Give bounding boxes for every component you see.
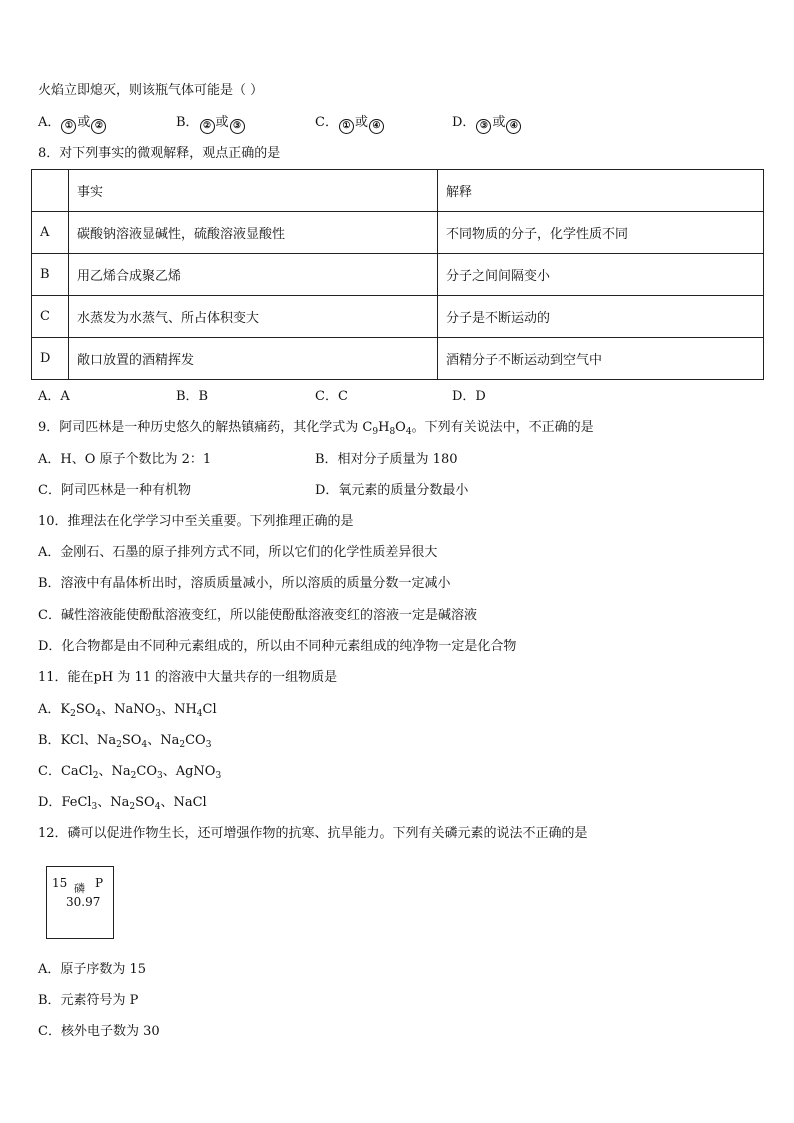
table-row bbox=[32, 254, 764, 296]
circled-2-icon: ② bbox=[91, 119, 106, 134]
table-row bbox=[32, 212, 764, 254]
q8-stem: 8．对下列事实的微观解释，观点正确的是 bbox=[38, 146, 281, 161]
q10-stem: 10．推理法在化学学习中至关重要。下列推理正确的是 bbox=[38, 514, 354, 529]
q7-option-b: B． ② 或 ③ bbox=[176, 115, 246, 134]
table-cell: A bbox=[32, 212, 69, 254]
table-cell: 不同物质的分子，化学性质不同 bbox=[438, 212, 764, 254]
q7-option-d: D． ③ 或 ④ bbox=[452, 115, 522, 134]
table-cell: B bbox=[32, 254, 69, 296]
q12-option-c: C．核外电子数为 30 bbox=[38, 1024, 160, 1039]
table-cell: 酒精分子不断运动到空气中 bbox=[438, 338, 764, 380]
table-cell: 敞口放置的酒精挥发 bbox=[69, 338, 438, 380]
table-cell: 分子是不断运动的 bbox=[438, 296, 764, 338]
q8-option-a: A．A bbox=[38, 389, 70, 404]
table-header-row bbox=[32, 170, 764, 212]
circled-4-icon: ④ bbox=[369, 119, 384, 134]
table-cell: 水蒸发为水蒸气、所占体积变大 bbox=[69, 296, 438, 338]
q7-option-a: A． ① 或 ② bbox=[38, 115, 107, 134]
circled-2-icon: ② bbox=[200, 119, 215, 134]
q8-option-c: C．C bbox=[315, 389, 348, 404]
circled-1-icon: ① bbox=[61, 119, 76, 134]
q10-option-c: C．碱性溶液能使酚酞溶液变红，所以能使酚酞溶液变红的溶液一定是碱溶液 bbox=[38, 608, 477, 623]
q7-stem-tail: 火焰立即熄灭，则该瓶气体可能是（ ） bbox=[38, 83, 264, 98]
element-name: 磷 bbox=[74, 882, 85, 895]
q8-option-d: D．D bbox=[452, 389, 486, 404]
table-cell: D bbox=[32, 338, 69, 380]
periodic-element-card bbox=[46, 866, 114, 939]
table-cell: C bbox=[32, 296, 69, 338]
q9-option-b: B．相对分子质量为 180 bbox=[315, 452, 458, 467]
table-cell: 分子之间间隔变小 bbox=[438, 254, 764, 296]
q8-table bbox=[31, 169, 764, 380]
table-cell bbox=[32, 170, 69, 212]
circled-4-icon: ④ bbox=[506, 119, 521, 134]
q10-option-d: D．化合物都是由不同种元素组成的，所以由不同种元素组成的纯净物一定是化合物 bbox=[38, 639, 517, 654]
table-row bbox=[32, 338, 764, 380]
q12-option-a: A．原子序数为 15 bbox=[38, 962, 147, 977]
circled-3-icon: ③ bbox=[230, 119, 245, 134]
q9-option-a: A．H、O 原子个数比为 2：1 bbox=[38, 452, 212, 467]
q11-option-c: C．CaCl$_2$、$Na_2CO_3$、AgNO$_3$ bbox=[38, 764, 222, 781]
q12-option-b: B．元素符号为 P bbox=[38, 993, 139, 1008]
q9-option-c: C．阿司匹林是一种有机物 bbox=[38, 483, 191, 498]
q11-option-a: A．$K_2SO_4$、NaNO$_3$、$NH_4Cl$ bbox=[38, 702, 217, 719]
table-cell: 碳酸钠溶液显碱性，硫酸溶液显酸性 bbox=[69, 212, 438, 254]
table-cell: 事实 bbox=[69, 170, 438, 212]
q11-stem: 11．能在pH 为 11 的溶液中大量共存的一组物质是 bbox=[38, 670, 338, 685]
circled-1-icon: ① bbox=[339, 119, 354, 134]
q10-option-a: A．金刚石、石墨的原子排列方式不同，所以它们的化学性质差异很大 bbox=[38, 545, 438, 560]
atomic-mass: 30.97 bbox=[66, 895, 101, 909]
q10-option-b: B．溶液中有晶体析出时，溶质质量减小，所以溶质的质量分数一定减小 bbox=[38, 576, 451, 591]
q8-option-b: B．B bbox=[176, 389, 209, 404]
circled-3-icon: ③ bbox=[476, 119, 491, 134]
table-cell: 解释 bbox=[438, 170, 764, 212]
q11-option-d: D．FeCl$_3$、$Na_2SO_4$、NaCl bbox=[38, 795, 207, 812]
q9-option-d: D．氧元素的质量分数最小 bbox=[315, 483, 469, 498]
table-cell: 用乙烯合成聚乙烯 bbox=[69, 254, 438, 296]
element-symbol: P bbox=[95, 876, 104, 890]
q11-option-b: B．KCl、$Na_2SO_4$、$Na_2CO_3$ bbox=[38, 733, 212, 750]
q12-stem: 12．磷可以促进作物生长，还可增强作物的抗寒、抗旱能力。下列有关磷元素的说法不正确的是 bbox=[38, 826, 588, 841]
q9-stem: 9．阿司匹林是一种历史悠久的解热镇痛药，其化学式为 $C_9H_8O_4$。下列有关说法中，不正确的是 bbox=[38, 420, 594, 437]
atomic-number: 15 bbox=[52, 876, 68, 890]
table-row bbox=[32, 296, 764, 338]
q7-option-c: C． ① 或 ④ bbox=[315, 115, 385, 134]
